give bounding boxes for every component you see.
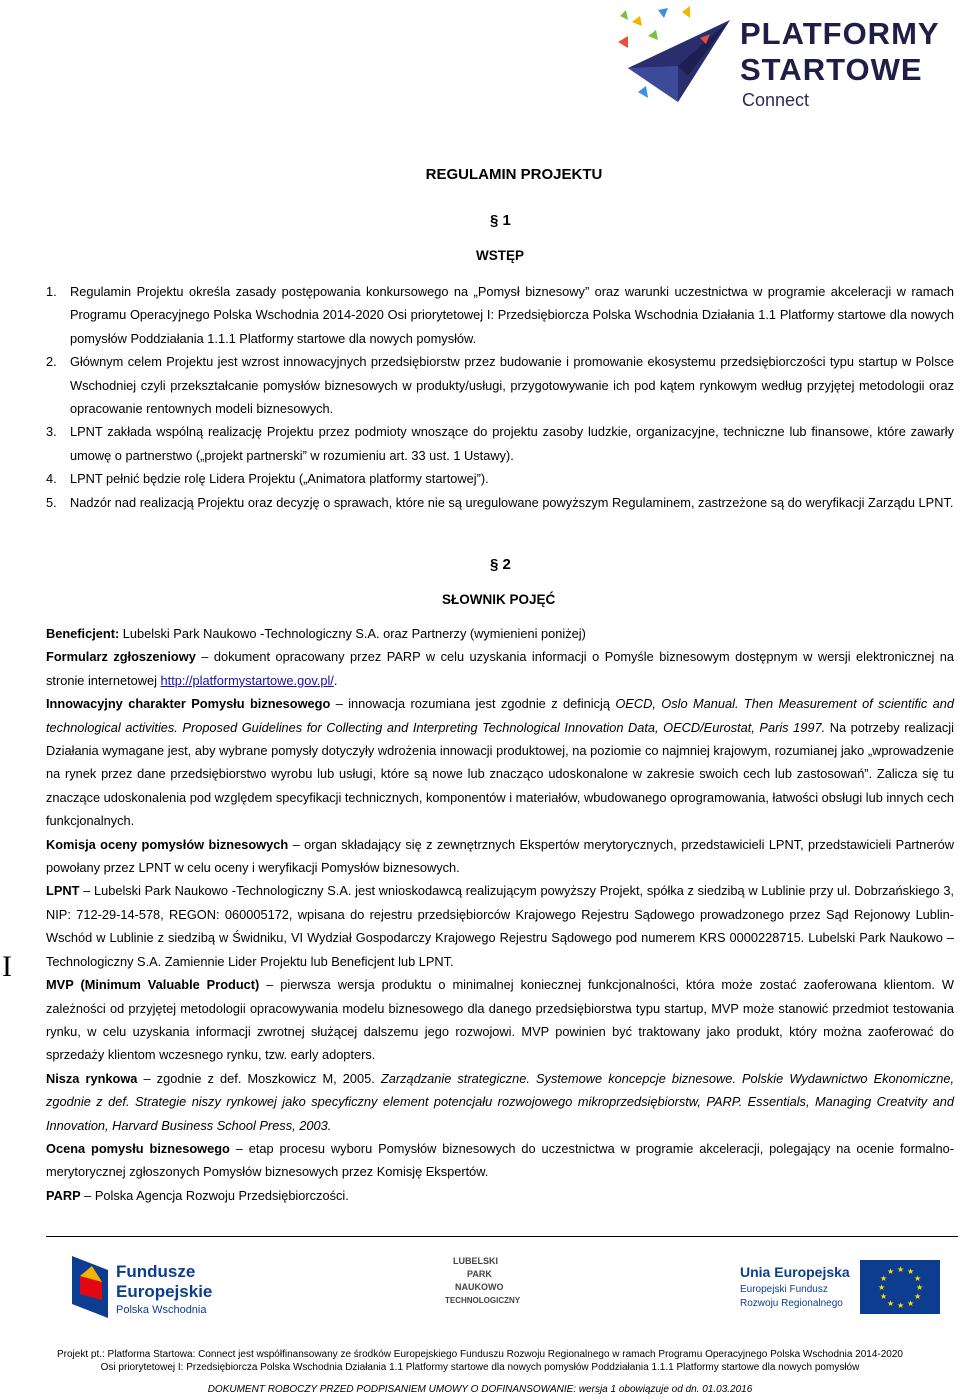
list-item: 1. Regulamin Projektu określa zasady postępowania konkursowego na „Pomysł biznesowy” oraz warunki uczestnictwa w programie akceleracji w ramach Programu Operacyjnego Polska Wschodnia 2014-2020 Osi priorytetowej I: Przedsiębiorcza Polska Wschodnia Działania 1.1 Platformy startowe dla nowych pomysłów Poddziałania 1.1.1 Platformy startowe dla nowych pomysłów.: [46, 284, 954, 346]
svg-text:★: ★: [880, 1274, 888, 1283]
svg-text:★: ★: [914, 1292, 922, 1301]
svg-text:★: ★: [887, 1299, 895, 1308]
section-1-mark: § 1: [490, 212, 511, 229]
list-item: 2. Głównym celem Projektu jest wzrost innowacyjnych przedsiębiorstw przez budowanie i promowanie ekosystemu przedsiębiorczości typu startup w Polsce Wschodniej czyli przekształcanie pomysłów biznesowych w produkty/usługi, przygotowywanie ich pod kątem rynkowym według przyjętej metodologii oraz opracowanie rentownych modeli biznesowych.: [46, 354, 954, 417]
svg-text:★: ★: [907, 1267, 915, 1276]
glossary-entry-innowacyjny: Innowacyjny charakter Pomysłu biznesowego – innowacja rozumiana jest zgodnie z definicją OECD, Oslo Manual. Then Measurement of scientific and technological activities. Proposed Guidelines for Collecting and Interpreting Technological Innovation Data, OECD/Eurostat, Paris 1997. Na potrzeby realizacji Działania wymagane jest, aby wybrane pomysły dotyczyły wdrożenia innowacji produktowej, na poziomie co najmniej krajowym, rozumianej jako „wprowadzenie na rynek przez dane przedsiębiorstwo wyrobu lub usługi, które są nowe lub znacząco udoskonalone w zakresie swoich cech lub zastosowań”. Zalicza się tu znaczące udoskonalenia pod względem specyfikacji technicznych, komponentów i materiałów, wbudowanego oprogramowania, łatwości obsługi lub innych cech funkcjonalnych.: [46, 696, 954, 829]
glossary-entry-komisja: Komisja oceny pomysłów biznesowych – organ składający się z zewnętrznych Ekspertów merytorycznych, przedstawicieli LPNT, przedstawicieli Partnerów powołany przez LPNT w celu oceny i weryfikacji Pomysłów biznesowych.: [46, 836, 954, 876]
svg-text:★: ★: [880, 1292, 888, 1301]
glossary-entry-beneficjent: Beneficjent: Lubelski Park Naukowo -Technologiczny S.A. oraz Partnerzy (wymienieni poniżej): [46, 626, 586, 641]
eu-flag-icon: [860, 1260, 940, 1314]
logo-text-platformy: PLATFORMY: [740, 16, 940, 51]
svg-text:★: ★: [914, 1274, 922, 1283]
list-item: 4. LPNT pełnić będzie rolę Lidera Projektu („Animatora platformy startowej”).: [46, 471, 489, 487]
glossary-entry-formularz: Formularz zgłoszeniowy – dokument opracowany przez PARP w celu uzyskania informacji o Pomyśle biznesowym dostępnym w wersji elektronicznej na stronie internetowej http://platformystartowe.gov.pl/.: [46, 649, 954, 688]
svg-text:★: ★: [907, 1299, 915, 1308]
intro-list: [46, 280, 954, 514]
svg-text:★: ★: [916, 1283, 924, 1292]
svg-text:★: ★: [897, 1265, 905, 1274]
footer-divider: [46, 1236, 958, 1237]
fe-emblem-icon: [72, 1256, 108, 1318]
logo-text-connect: Connect: [742, 90, 810, 110]
draft-notice: DOKUMENT ROBOCZY PRZED PODPISANIEM UMOWY O DOFINANSOWANIE: wersja 1 obowiązuje od dn. 01.03.2016: [207, 1384, 753, 1395]
svg-text:★: ★: [887, 1267, 895, 1276]
margin-mark: I: [2, 950, 12, 983]
section-2-title: SŁOWNIK POJĘĆ: [442, 592, 556, 607]
glossary-entry-lpnt: LPNT – Lubelski Park Naukowo -Technologiczny S.A. jest wnioskodawcą realizującym powyższy Projekt, spółka z siedzibą w Lublinie przy ul. Dobrzańskiego 3, NIP: 712-29-14-578, REGON: 060005172, wpisana do rejestru przedsiębiorców Krajowego Rejestru Sądowego prowadzonego przez Sąd Rejonowy Lublin-Wschód w Lublinie z siedzibą w Świdniku, VI Wydział Gospodarczy Krajowego Rejestru Sądowego pod numerem KRS 0000228715. Lubelski Park Naukowo – Technologiczny S.A. Zamiennie Lider Projektu lub Beneficjent lub LPNT.: [46, 883, 954, 969]
glossary-entry-mvp: MVP (Minimum Valuable Product) – pierwsza wersja produktu o minimalnej koniecznej funkcjonalności, która może zostać zaoferowana klientom. W zależności od przyjętej metodologii opracowywania modelu biznesowego dla danego przedsiębiorstwa typu startup, MVP może stanowić przedmiot testowania rynku, w celu uzyskania informacji zwrotnej służącej dalszemu jego rozwojowi. MVP powinien być traktowany jako produkt, który można zaoferować do sprzedaży klientom wczesnego rynku, tzw. early adopters.: [46, 977, 955, 1063]
glossary: [46, 622, 954, 1207]
list-item: 3. LPNT zakłada wspólną realizację Projektu przez podmioty wnoszące do projektu zasoby ludzkie, organizacyjne, techniczne lub finansowe, które zawarły umowę o partnerstwo („projekt partnerski” w rozumieniu art. 33 ust. 1 Ustawy).: [46, 424, 954, 463]
platformy-startowe-logo: [618, 6, 948, 116]
list-item: 5. Nadzór nad realizacją Projektu oraz decyzję o sprawach, które nie są uregulowane powyższym Regulaminem, zastrzeżone są do weryfikacji Zarządu LPNT.: [46, 494, 954, 510]
fundusze-europejskie-logo: Fundusze Europejskie Polska Wschodnia: [72, 1256, 262, 1320]
section-2-mark: § 2: [490, 556, 511, 573]
glossary-entry-ocena: Ocena pomysłu biznesowego – etap procesu wyboru Pomysłów biznesowych do uczestnictwa w programie akceleracji, polegający na ocenie formalno-merytorycznej zgłoszonych Pomysłów biznesowych przez Komisję Ekspertów.: [46, 1140, 954, 1180]
funding-note: Projekt pt.: Platforma Startowa: Connect jest współfinansowany ze środków Europejskiego Funduszu Rozwoju Regionalnego w ramach Programu Operacyjnego Polska Wschodnia 2014-2020 Osi priorytetowej I: Przedsiębiorcza Polska Wschodnia Działania 1.1 Platformy startowe dla nowych pomysłów Poddziałania 1.1.1 Platformy startowe dla nowych pomysłów: [56, 1349, 903, 1373]
section-1-title: WSTĘP: [476, 248, 525, 263]
glossary-entry-nisza: Nisza rynkowa – zgodnie z def. Moszkowicz M, 2005. Zarządzanie strategiczne. Systemowe koncepcje biznesowe. Polskie Wydawnictwo Ekonomiczne, zgodnie z def. Strategie niszy rynkowej jako specyficzny element potencjału rozwojowego mikroprzedsiębiorstw, PARP. Essentials, Managing Creatvity and Innovation, Harvard Business School Press, 2003.: [46, 1070, 954, 1133]
svg-text:★: ★: [878, 1283, 886, 1292]
unia-europejska-logo: Unia Europejska Europejski Fundusz Rozwoju Regionalnego ★ ★ ★ ★ ★ ★ ★ ★ ★ ★ ★ ★: [740, 1256, 940, 1320]
svg-text:★: ★: [897, 1301, 905, 1310]
platformystartowe-link[interactable]: http://platformystartowe.gov.pl/: [160, 672, 334, 688]
paper-plane-icon: [618, 6, 738, 116]
lpnt-logo: LUBELSKI PARK NAUKOWO TECHNOLOGICZNY: [445, 1256, 521, 1305]
document-title: REGULAMIN PROJEKTU: [425, 166, 603, 183]
glossary-entry-parp: PARP – Polska Agencja Rozwoju Przedsiębiorczości.: [46, 1187, 349, 1203]
logo-text-startowe: STARTOWE: [740, 52, 923, 87]
